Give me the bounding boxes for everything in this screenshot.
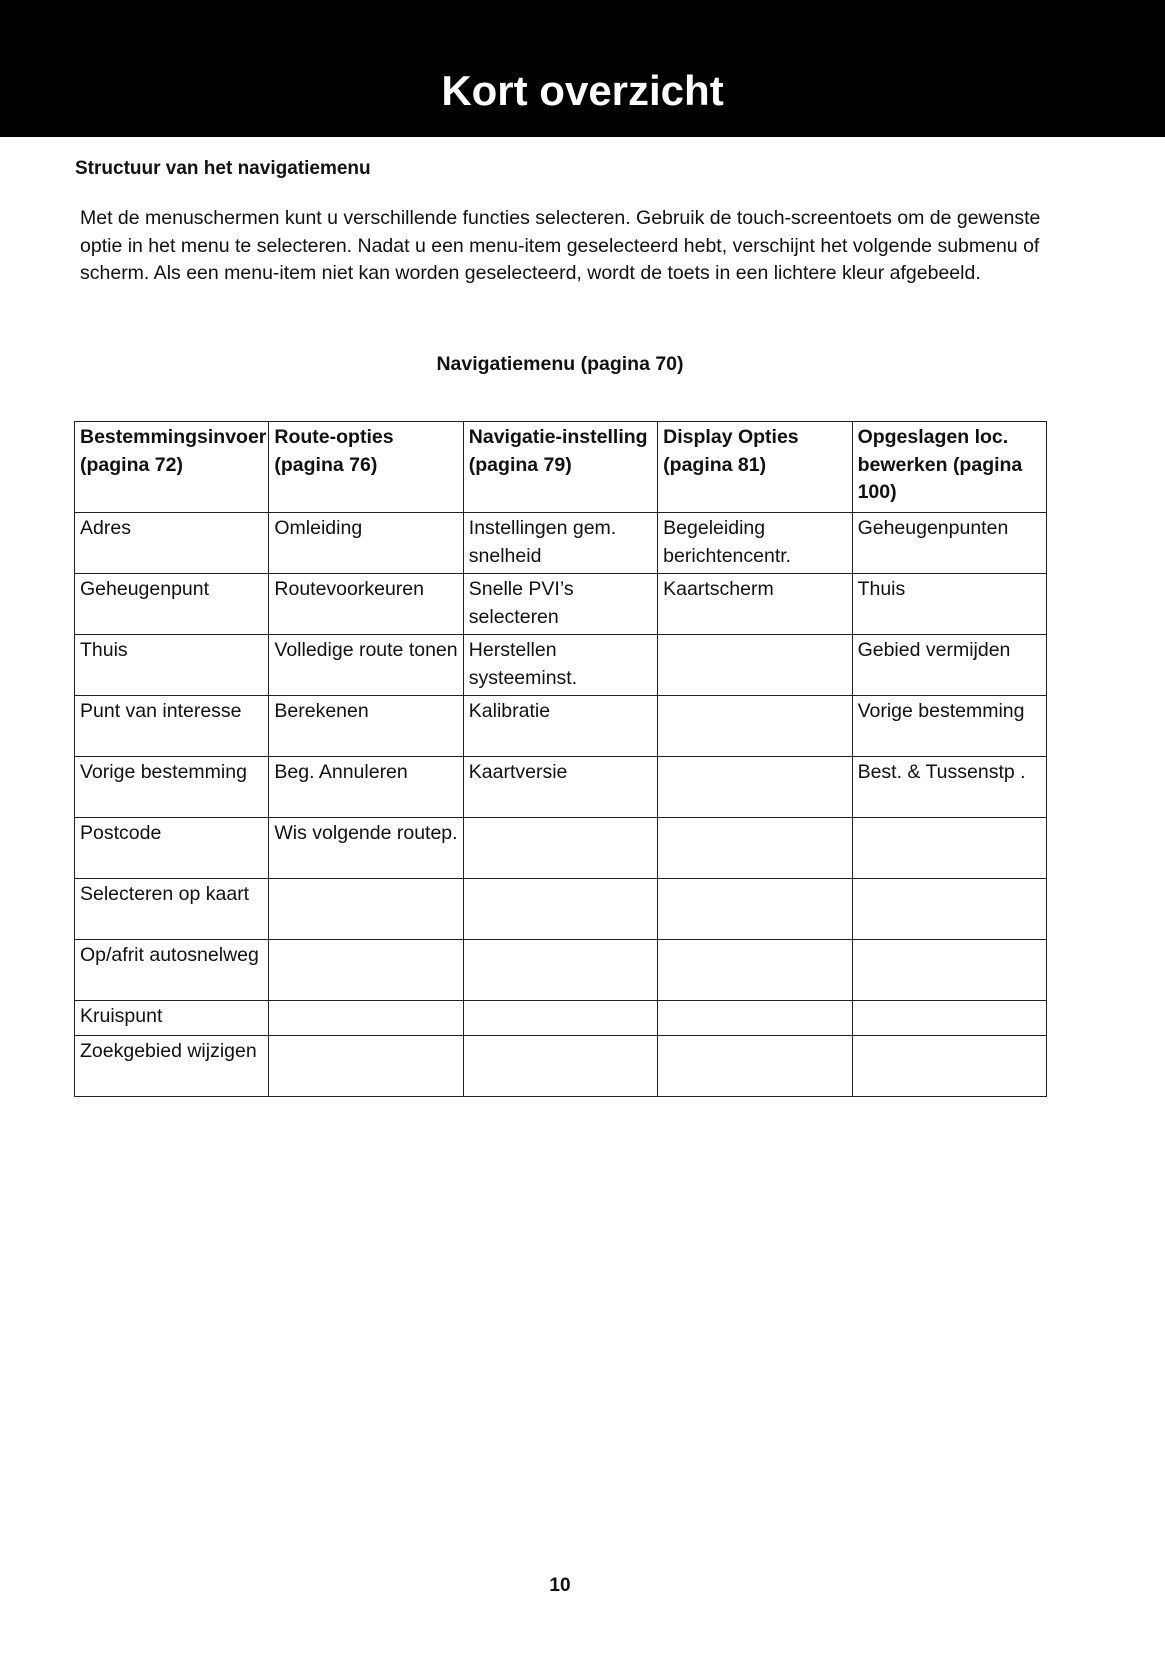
table-cell — [269, 879, 463, 940]
table-cell: Herstellen systeeminst. — [463, 635, 657, 696]
table-cell — [463, 1036, 657, 1097]
table-cell — [463, 879, 657, 940]
table-header-row — [75, 422, 1047, 513]
table-cell — [658, 757, 852, 818]
table-cell: Begeleiding berichtencentr. — [658, 513, 852, 574]
table-cell: Gebied vermijden — [852, 635, 1046, 696]
table-cell — [852, 879, 1046, 940]
table-cell: Zoekgebied wijzigen — [75, 1036, 269, 1097]
table-cell — [852, 818, 1046, 879]
table-row — [75, 574, 1047, 635]
table-cell: Geheugenpunten — [852, 513, 1046, 574]
table-cell: Wis volgende routep. — [269, 818, 463, 879]
table-cell: Best. & Tussenstp . — [852, 757, 1046, 818]
table-cell — [658, 1001, 852, 1036]
table-cell: Geheugenpunt — [75, 574, 269, 635]
table-cell: Op/afrit autosnelweg — [75, 940, 269, 1001]
table-caption: Navigatiemenu (pagina 70) — [436, 353, 684, 375]
intro-paragraph: Met de menuschermen kunt u verschillende functies selecteren. Gebruik de touch-screentoets om de gewenste optie in het menu te selecteren. Nadat u een menu-item geselecteerd hebt, verschijnt het volgende submenu of scherm. Als een menu-item niet kan worden geselecteerd, wordt de toets in een lichtere kleur afgebeeld. — [80, 207, 1041, 284]
table-cell — [852, 1001, 1046, 1036]
table-cell: Vorige bestemming — [75, 757, 269, 818]
table-cell: Thuis — [75, 635, 269, 696]
table-row — [75, 1001, 1047, 1036]
page-title: Kort overzicht — [441, 67, 724, 114]
table-row — [75, 757, 1047, 818]
table-row — [75, 879, 1047, 940]
table-cell: Kaartscherm — [658, 574, 852, 635]
table-cell: Volledige route tonen — [269, 635, 463, 696]
table-cell: Beg. Annuleren — [269, 757, 463, 818]
navigation-menu-table — [74, 421, 1047, 1097]
table-cell — [463, 1001, 657, 1036]
table-cell — [852, 940, 1046, 1001]
table-cell: Selecteren op kaart — [75, 879, 269, 940]
table-row — [75, 940, 1047, 1001]
table-cell — [463, 940, 657, 1001]
table-row — [75, 635, 1047, 696]
table-cell: Punt van interesse — [75, 696, 269, 757]
column-header-display-opties: Display Opties (pagina 81) — [658, 422, 852, 513]
table-cell: Omleiding — [269, 513, 463, 574]
table-row — [75, 696, 1047, 757]
table-cell — [269, 940, 463, 1001]
table-cell — [658, 696, 852, 757]
table-cell — [658, 1036, 852, 1097]
page-banner — [0, 0, 1165, 137]
section-heading: Structuur van het navigatiemenu — [75, 158, 371, 179]
column-header-opgeslagen-loc: Opgeslagen loc. bewerken (pagina 100) — [852, 422, 1046, 513]
table-cell — [658, 940, 852, 1001]
table-cell: Kalibratie — [463, 696, 657, 757]
table-cell — [658, 818, 852, 879]
column-header-navigatie-instelling: Navigatie-instelling (pagina 79) — [463, 422, 657, 513]
table-cell: Kruispunt — [75, 1001, 269, 1036]
table-row — [75, 1036, 1047, 1097]
page-number: 10 — [549, 1575, 571, 1596]
table-cell — [269, 1036, 463, 1097]
table-cell: Adres — [75, 513, 269, 574]
table-cell: Routevoorkeuren — [269, 574, 463, 635]
table-cell: Postcode — [75, 818, 269, 879]
table-row — [75, 818, 1047, 879]
column-header-bestemmingsinvoer: Bestemmingsinvoer (pagina 72) — [75, 422, 269, 513]
table-cell: Kaartversie — [463, 757, 657, 818]
table-cell — [269, 1001, 463, 1036]
table-cell: Vorige bestemming — [852, 696, 1046, 757]
table-cell: Instellingen gem. snelheid — [463, 513, 657, 574]
table-cell: Snelle PVI’s selecteren — [463, 574, 657, 635]
table-row — [75, 513, 1047, 574]
table-cell — [658, 879, 852, 940]
table-cell: Thuis — [852, 574, 1046, 635]
table-cell — [852, 1036, 1046, 1097]
table-cell: Berekenen — [269, 696, 463, 757]
table-cell — [463, 818, 657, 879]
column-header-route-opties: Route-opties (pagina 76) — [269, 422, 463, 513]
table-cell — [658, 635, 852, 696]
